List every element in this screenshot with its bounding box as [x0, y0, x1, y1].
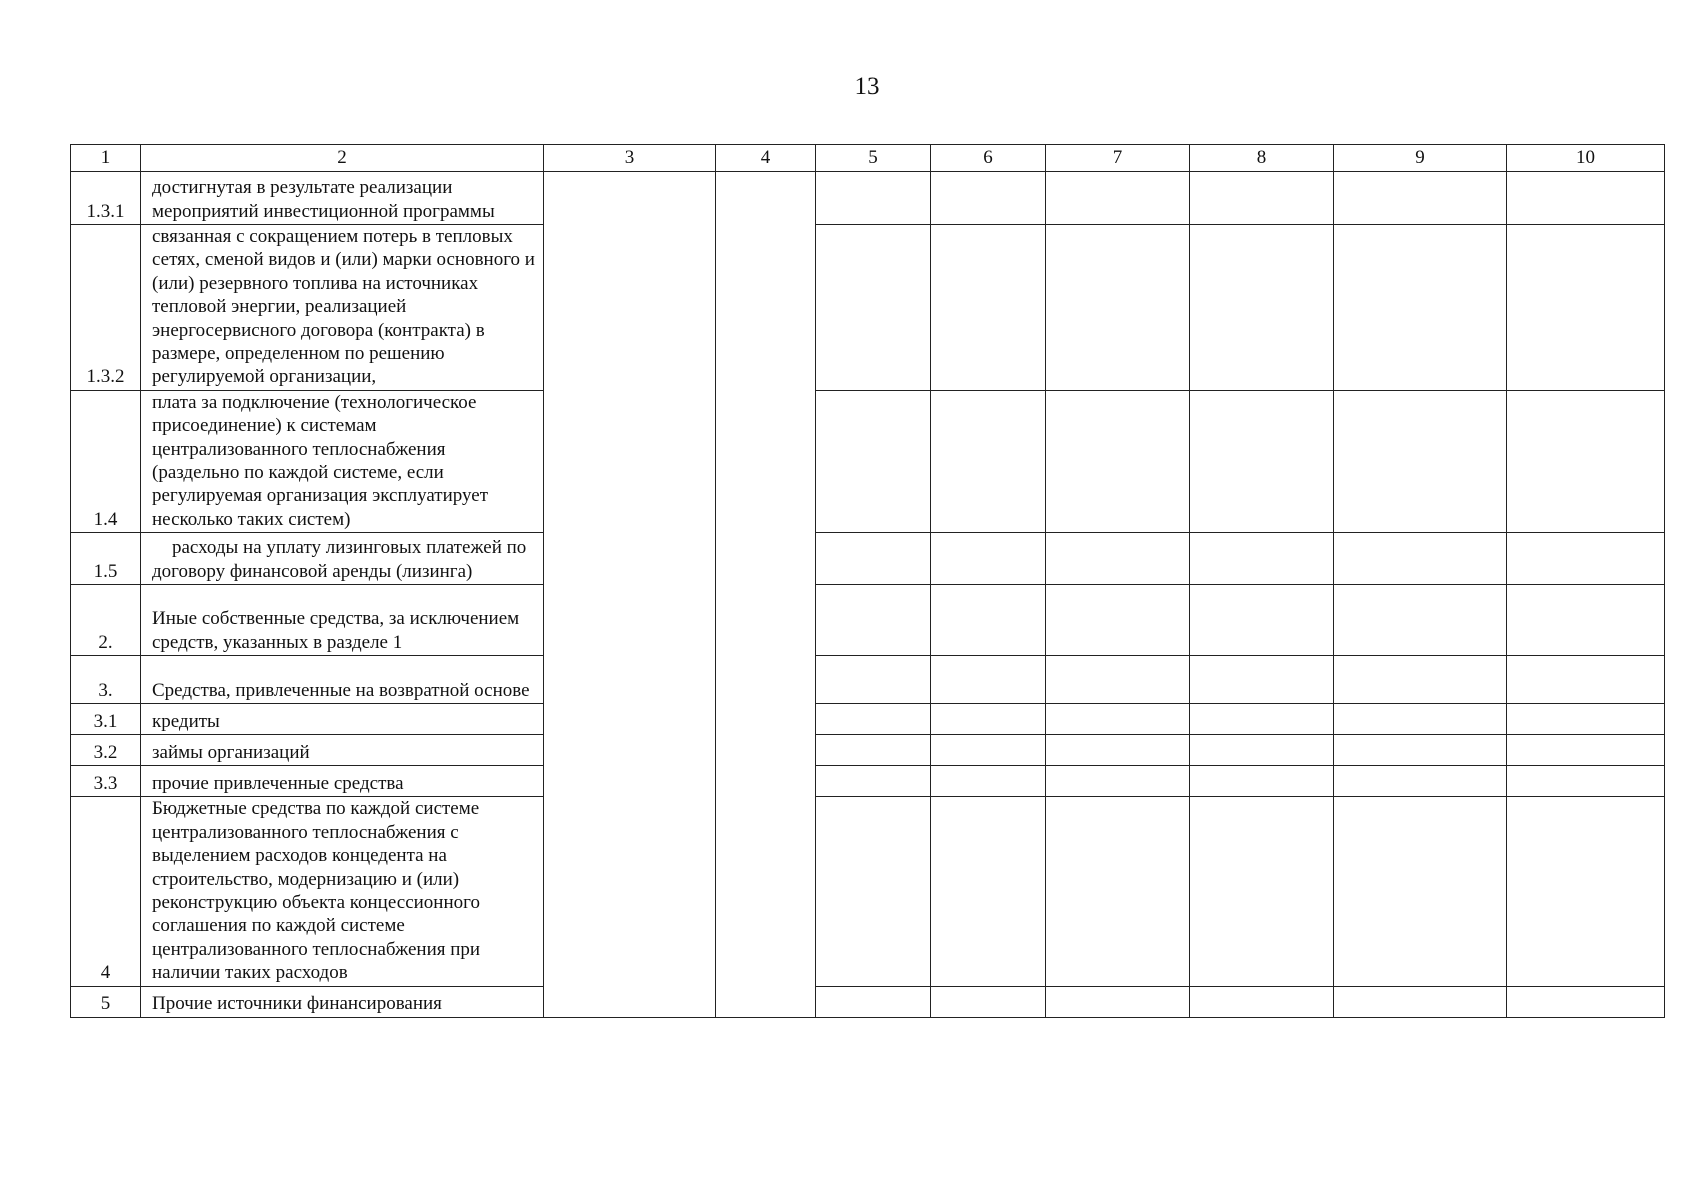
row-label: Средства, привлеченные на возвратной основе — [141, 656, 544, 704]
table-cell — [931, 986, 1046, 1017]
table-cell — [1334, 766, 1507, 797]
column-header-4: 4 — [716, 145, 816, 172]
row-label: Бюджетные средства по каждой системе централизованного теплоснабжения с выделением расходов концедента на строительство, модернизацию и (или) реконструкцию объекта концессионного соглашения по каждой системе централизованного теплоснабжения при наличии таких расходов — [141, 797, 544, 986]
table-cell — [1190, 225, 1334, 391]
table-cell — [816, 704, 931, 735]
table-cell — [1190, 585, 1334, 656]
table-cell — [1190, 656, 1334, 704]
row-number: 1.3.2 — [71, 225, 141, 391]
table-cell — [816, 656, 931, 704]
table-row — [71, 585, 1665, 656]
row-number: 4 — [71, 797, 141, 986]
table-cell — [1507, 172, 1665, 225]
table-cell — [1046, 656, 1190, 704]
column-header-8: 8 — [1190, 145, 1334, 172]
row-number: 3. — [71, 656, 141, 704]
merged-cell-col-4 — [716, 172, 816, 1018]
table-cell — [931, 585, 1046, 656]
row-number: 1.5 — [71, 533, 141, 585]
table-cell — [931, 533, 1046, 585]
table-cell — [1507, 704, 1665, 735]
table-cell — [1190, 533, 1334, 585]
row-label: плата за подключение (технологическое присоединение) к системам централизованного теплоснабжения (раздельно по каждой системе, если регулируемая организация эксплуатирует несколько таких систем) — [141, 390, 544, 532]
table-cell — [1046, 797, 1190, 986]
table-cell — [1334, 735, 1507, 766]
column-header-3: 3 — [544, 145, 716, 172]
table-cell — [1190, 797, 1334, 986]
table-cell — [816, 766, 931, 797]
table-cell — [931, 172, 1046, 225]
row-label: займы организаций — [141, 735, 544, 766]
table-cell — [1507, 585, 1665, 656]
column-header-6: 6 — [931, 145, 1046, 172]
table-cell — [931, 797, 1046, 986]
column-header-2: 2 — [141, 145, 544, 172]
table-cell — [816, 735, 931, 766]
row-label: Прочие источники финансирования — [141, 986, 544, 1017]
table-cell — [931, 735, 1046, 766]
table-cell — [1190, 390, 1334, 532]
table-cell — [816, 986, 931, 1017]
row-number: 3.2 — [71, 735, 141, 766]
table-cell — [1334, 656, 1507, 704]
table-cell — [1334, 390, 1507, 532]
row-label: расходы на уплату лизинговых платежей по договору финансовой аренды (лизинга) — [141, 533, 544, 585]
table-cell — [816, 533, 931, 585]
table-cell — [1334, 533, 1507, 585]
table-cell — [1046, 533, 1190, 585]
row-label: Иные собственные средства, за исключением средств, указанных в разделе 1 — [141, 585, 544, 656]
table-row — [71, 986, 1665, 1017]
table-cell — [816, 225, 931, 391]
table-cell — [1334, 797, 1507, 986]
column-header-10: 10 — [1507, 145, 1665, 172]
row-number: 1.4 — [71, 390, 141, 532]
table-cell — [1190, 986, 1334, 1017]
table-cell — [1334, 172, 1507, 225]
table-cell — [931, 225, 1046, 391]
table-row — [71, 172, 1665, 225]
table-cell — [1334, 704, 1507, 735]
table-cell — [1507, 797, 1665, 986]
page-number: 13 — [854, 73, 880, 100]
row-label: связанная с сокращением потерь в тепловых сетях, сменой видов и (или) марки основного и (или) резервного топлива на источниках тепловой энергии, реализацией энергосервисного договора (контракта) в размере, определенном по решению регулируемой организации, — [141, 225, 544, 391]
column-header-7: 7 — [1046, 145, 1190, 172]
table-cell — [1190, 704, 1334, 735]
table-cell — [1046, 735, 1190, 766]
table-cell — [931, 704, 1046, 735]
table-row — [71, 656, 1665, 704]
table-cell — [1046, 172, 1190, 225]
table-cell — [1334, 986, 1507, 1017]
table-cell — [1507, 656, 1665, 704]
table-row — [71, 390, 1665, 532]
table-cell — [1190, 735, 1334, 766]
table-cell — [1334, 225, 1507, 391]
column-header-5: 5 — [816, 145, 931, 172]
row-number: 1.3.1 — [71, 172, 141, 225]
table-cell — [1507, 766, 1665, 797]
column-header-9: 9 — [1334, 145, 1507, 172]
table-row — [71, 533, 1665, 585]
table-row — [71, 797, 1665, 986]
table-cell — [1190, 766, 1334, 797]
column-header-1: 1 — [71, 145, 141, 172]
row-label: кредиты — [141, 704, 544, 735]
table-cell — [816, 797, 931, 986]
table-cell — [1507, 533, 1665, 585]
row-label: прочие привлеченные средства — [141, 766, 544, 797]
row-number: 5 — [71, 986, 141, 1017]
row-number: 3.1 — [71, 704, 141, 735]
table-cell — [931, 390, 1046, 532]
row-number: 2. — [71, 585, 141, 656]
table-cell — [1190, 172, 1334, 225]
table-cell — [931, 766, 1046, 797]
table-cell — [1046, 225, 1190, 391]
table-cell — [816, 390, 931, 532]
table-cell — [1334, 585, 1507, 656]
table-cell — [1046, 585, 1190, 656]
table-row — [71, 735, 1665, 766]
table-row — [71, 704, 1665, 735]
table-row — [71, 766, 1665, 797]
row-label: достигнутая в результате реализации мероприятий инвестиционной программы — [141, 172, 544, 225]
table-cell — [1046, 766, 1190, 797]
table-cell — [1507, 225, 1665, 391]
table-cell — [1507, 390, 1665, 532]
financing-sources-table — [70, 144, 1665, 1018]
column-number-row — [71, 145, 1665, 172]
table-cell — [1046, 704, 1190, 735]
table-cell — [1507, 735, 1665, 766]
table-cell — [816, 172, 931, 225]
table-cell — [816, 585, 931, 656]
table-cell — [1046, 986, 1190, 1017]
merged-cell-col-3 — [544, 172, 716, 1018]
row-number: 3.3 — [71, 766, 141, 797]
table-cell — [931, 656, 1046, 704]
table-row — [71, 225, 1665, 391]
table-cell — [1046, 390, 1190, 532]
table-cell — [1507, 986, 1665, 1017]
